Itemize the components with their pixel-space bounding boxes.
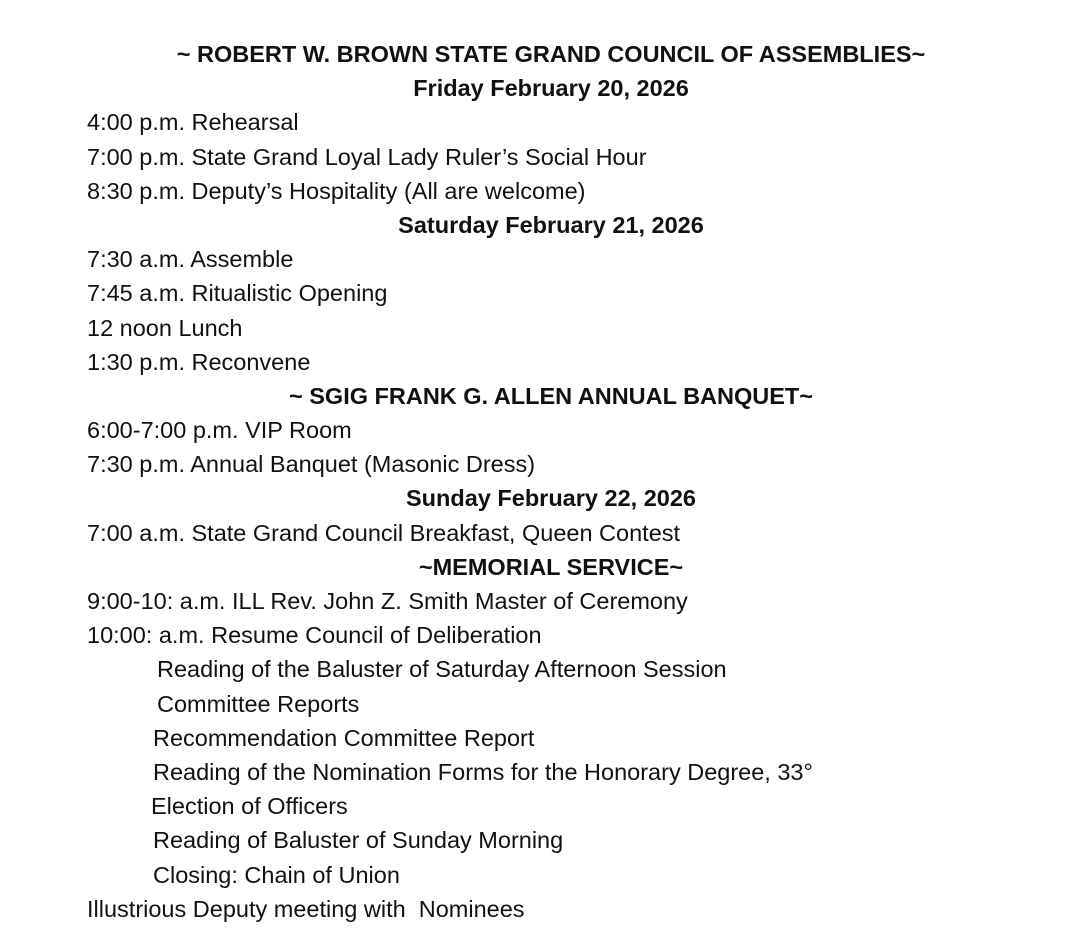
agenda-sub-item: Election of Officers bbox=[151, 793, 348, 820]
agenda-sub-item: Reading of the Baluster of Saturday Afternoon Session bbox=[157, 656, 727, 683]
schedule-item: 9:00-10: a.m. ILL Rev. John Z. Smith Master of Ceremony bbox=[87, 588, 688, 614]
schedule-item: 10:00: a.m. Resume Council of Deliberation bbox=[87, 622, 542, 649]
schedule-item: 7:45 a.m. Ritualistic Opening bbox=[87, 280, 388, 307]
banquet-heading: ~ SGIG FRANK G. ALLEN ANNUAL BANQUET~ bbox=[289, 382, 813, 409]
schedule-item: 1:30 p.m. Reconvene bbox=[87, 348, 311, 375]
schedule-item: 6:00-7:00 p.m. VIP Room bbox=[87, 417, 352, 444]
agenda-sub-item: Reading of the Nomination Forms for the Honorary Degree, 33° bbox=[153, 758, 813, 785]
schedule-item: 7:00 a.m. State Grand Council Breakfast, Queen Contest bbox=[87, 519, 681, 546]
schedule-item: 4:00 p.m. Rehearsal bbox=[87, 109, 299, 136]
schedule-item: 8:30 p.m. Deputy’s Hospitality (All are welcome) bbox=[87, 177, 586, 204]
agenda-sub-item: Reading of Baluster of Sunday Morning bbox=[153, 827, 564, 854]
closing-note: Illustrious Deputy meeting with Nominees bbox=[87, 895, 525, 922]
agenda-sub-item: Closing: Chain of Union bbox=[153, 861, 400, 888]
memorial-heading: ~MEMORIAL SERVICE~ bbox=[418, 553, 684, 580]
sunday-heading: Sunday February 22, 2026 bbox=[406, 485, 696, 512]
schedule-item: 12 noon Lunch bbox=[87, 314, 243, 341]
document-title: ~ ROBERT W. BROWN STATE GRAND COUNCIL OF ASSEMBLIES~ bbox=[176, 41, 926, 67]
schedule-item: 7:00 p.m. State Grand Loyal Lady Ruler’s Social Hour bbox=[87, 143, 647, 170]
friday-heading: Friday February 20, 2026 bbox=[413, 75, 689, 102]
saturday-heading: Saturday February 21, 2026 bbox=[398, 211, 704, 238]
schedule-item: 7:30 p.m. Annual Banquet (Masonic Dress) bbox=[87, 451, 536, 478]
program-schedule bbox=[0, 37, 1090, 926]
schedule-item: 7:30 a.m. Assemble bbox=[87, 246, 294, 273]
agenda-sub-item: Committee Reports bbox=[157, 690, 360, 717]
agenda-sub-item: Recommendation Committee Report bbox=[153, 724, 535, 751]
